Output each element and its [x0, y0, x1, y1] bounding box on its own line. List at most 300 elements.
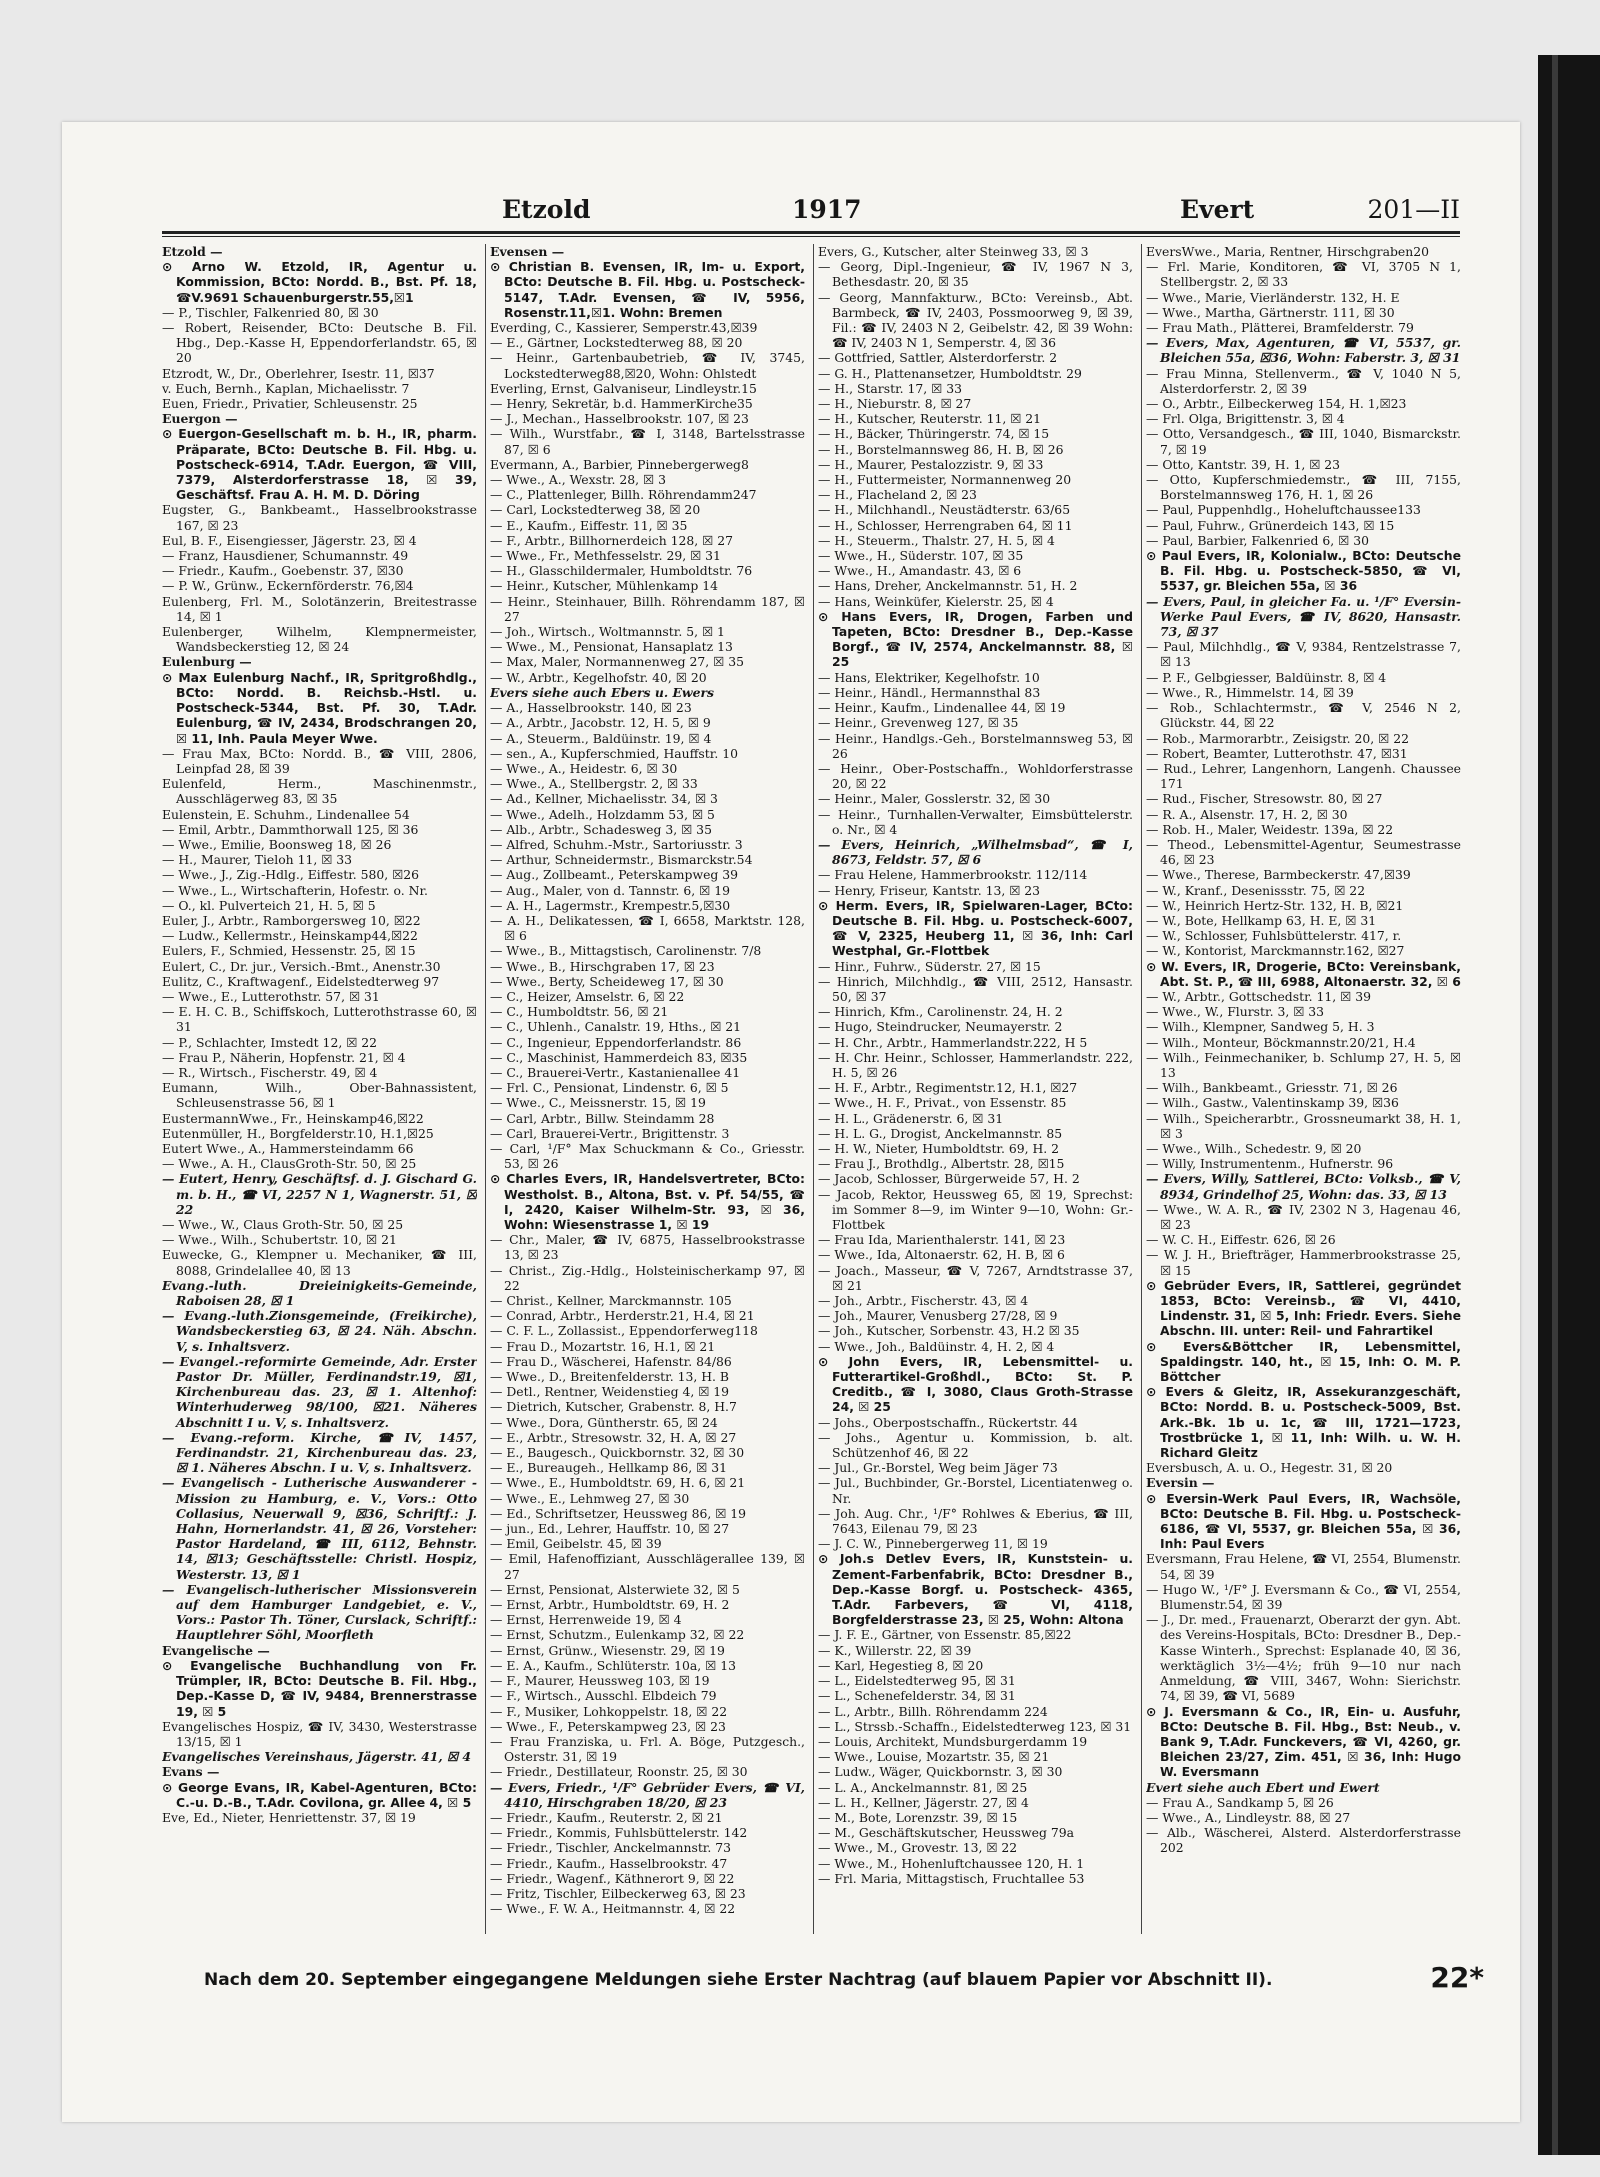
directory-entry: — Wwe., C., Meissnerstr. 15, ☒ 19 [490, 1095, 706, 1111]
directory-entry: — L., Schenefelderstr. 34, ☒ 31 [818, 1688, 1016, 1704]
directory-entry: — H., Kutscher, Reuterstr. 11, ☒ 21 [818, 411, 1042, 427]
directory-entry: — Frau Max, BCto: Nordd. B., ☎ VIII, 2806, Leinpfad 28, ☒ 39 [162, 745, 477, 776]
directory-entry: — Heinr., Händl., Hermannsthal 83 [818, 684, 1041, 700]
directory-entry: ⊙ Joh.s Detlev Evers, IR, Kunststein- u. Zement-Farbenfabrik, BCto: Dresdner B., Dep.-Kasse Borgf. u. Postscheck- 4365, T.Adr. Farbevers, ☎ VI, 4118, Borgfelderstrasse 23, ☒ 25, Wohn: Altona [818, 1551, 1133, 1628]
directory-entry: — H., Glasschildermaler, Humboldtstr. 76 [490, 563, 753, 579]
directory-entry: — Wwe., A. H., ClausGroth-Str. 50, ☒ 25 [162, 1156, 417, 1172]
directory-entry: — A., Arbtr., Jacobstr. 12, H. 5, ☒ 9 [490, 715, 711, 731]
directory-entry: — Frau D., Mozartstr. 16, H.1, ☒ 21 [490, 1338, 716, 1354]
directory-entry: — Frau Ida, Marienthalerstr. 141, ☒ 23 [818, 1232, 1066, 1248]
directory-entry: — W. C. H., Eiffestr. 626, ☒ 26 [1146, 1232, 1336, 1248]
directory-entry: — Rob., Schlachtermstr., ☎ V, 2546 N 2, Glückstr. 44, ☒ 22 [1146, 700, 1461, 731]
directory-entry: — Aug., Zollbeamt., Peterskampweg 39 [490, 867, 739, 883]
directory-entry: Eulers, F., Schmied, Hessenstr. 25, ☒ 15 [162, 943, 416, 959]
directory-entry: — Wwe., H., Süderstr. 107, ☒ 35 [818, 548, 1024, 564]
directory-entry: — C., Ingenieur, Eppendorferlandstr. 86 [490, 1034, 742, 1050]
section-heading: Eulenburg — [162, 654, 252, 670]
directory-entry: — Wwe., H. F., Privat., von Essenstr. 85 [818, 1095, 1067, 1111]
directory-entry: — C., Plattenleger, Billh. Röhrendamm247 [490, 487, 757, 503]
directory-entry: — E., Bureaugeh., Hellkamp 86, ☒ 31 [490, 1460, 727, 1476]
directory-entry: — Heinr., Turnhallen-Verwalter, Eimsbüttelerstr. o. Nr., ☒ 4 [818, 806, 1133, 837]
directory-entry: — P. W., Grünw., Eckernförderstr. 76,☒4 [162, 578, 414, 594]
directory-entry: Evangelisches Vereinshaus, Jägerstr. 41, ☒ 4 [162, 1749, 472, 1765]
directory-entry: — Johs., Oberpostschaffn., Rückertstr. 44 [818, 1414, 1078, 1430]
directory-entry: — A., Steuerm., Baldüinstr. 19, ☒ 4 [490, 730, 712, 746]
directory-entry: — Carl, Arbtr., Billw. Steindamm 28 [490, 1110, 715, 1126]
directory-entry: ⊙ Eversin-Werk Paul Evers, IR, Wachsöle, BCto: Deutsche B. Fil. Hbg. u. Postscheck-6186, ☎ VI, 5537, gr. Bleichen 55a, ☒ 36, Inh: Paul Evers [1146, 1490, 1461, 1552]
directory-entry: — E. A., Kaufm., Schlüterstr. 10a, ☒ 13 [490, 1657, 736, 1673]
directory-entry: — Heinr., Handlgs.-Geh., Borstelmannsweg 53, ☒ 26 [818, 730, 1133, 761]
column-divider [813, 244, 814, 1934]
directory-entry: ⊙ Gebrüder Evers, IR, Sattlerei, gegründet 1853, BCto: Vereinsb., ☎ VI, 4410, Lindenstr. 31, ☒ 5, Inh: Friedr. Evers. Siehe Abschn. III. unter: Reil- und Fahrartikel [1146, 1277, 1461, 1339]
directory-entry: — H. L. G., Drogist, Anckelmannstr. 85 [818, 1125, 1063, 1141]
directory-entry: — J. C. W., Pinnebergerweg 11, ☒ 19 [818, 1536, 1048, 1552]
directory-entry: — Wilh., Feinmechaniker, b. Schlump 27, H. 5, ☒ 13 [1146, 1049, 1461, 1080]
directory-entry: — Alfred, Schuhm.-Mstr., Sartoriusstr. 3 [490, 836, 743, 852]
directory-entry: — Rud., Fischer, Stresowstr. 80, ☒ 27 [1146, 791, 1383, 807]
directory-entry: — Wwe., M., Hohenluftchaussee 120, H. 1 [818, 1855, 1085, 1871]
directory-entry: — Hans, Dreher, Anckelmannstr. 51, H. 2 [818, 578, 1078, 594]
directory-entry: — Otto, Kupferschmiedemstr., ☎ III, 7155, Borstelmannsweg 176, H. 1, ☒ 26 [1146, 472, 1461, 503]
directory-entry: Eulenfeld, Herm., Maschinenmstr., Ausschlägerweg 83, ☒ 35 [162, 776, 477, 807]
directory-entry: — H., Futtermeister, Normannenweg 20 [818, 472, 1072, 488]
directory-entry: — H., Nieburstr. 8, ☒ 27 [818, 396, 972, 412]
directory-entry: Euwecke, G., Klempner u. Mechaniker, ☎ III, 8088, Grindelallee 40, ☒ 13 [162, 1247, 477, 1278]
directory-entry: Eutert Wwe., A., Hammersteindamm 66 [162, 1140, 414, 1156]
directory-entry: — L. A., Anckelmannstr. 81, ☒ 25 [818, 1779, 1028, 1795]
directory-entry: — Wwe., Dora, Güntherstr. 65, ☒ 24 [490, 1414, 718, 1430]
directory-entry: — Wwe., F., Peterskampweg 23, ☒ 23 [490, 1718, 726, 1734]
directory-entry: — jun., Ed., Lehrer, Hauffstr. 10, ☒ 27 [490, 1521, 730, 1537]
directory-entry: ⊙ John Evers, IR, Lebensmittel- u. Futterartikel-Großhdl., BCto: St. P. Creditb., ☎ I, 3080, Claus Groth-Strasse 24, ☒ 25 [818, 1353, 1133, 1415]
directory-entry: — Wwe., Martha, Gärtnerstr. 111, ☒ 30 [1146, 304, 1395, 320]
directory-entry: — H., Borstelmannsweg 86, H. B, ☒ 26 [818, 441, 1064, 457]
directory-entry: — H., Bäcker, Thüringerstr. 74, ☒ 15 [818, 426, 1050, 442]
directory-entry: — H. Chr. Heinr., Schlosser, Hammerlandstr. 222, H. 5, ☒ 26 [818, 1049, 1133, 1080]
directory-entry: — Frau Math., Plätterei, Bramfelderstr. 79 [1146, 320, 1414, 336]
directory-entry: — Paul, Puppenhdlg., Hoheluftchaussee133 [1146, 502, 1421, 518]
directory-entry: — W., Bote, Hellkamp 63, H. E, ☒ 31 [1146, 912, 1377, 928]
directory-entry: — Evers, Max, Agenturen, ☎ VI, 5537, gr. Bleichen 55a, ☒36, Wohn: Faberstr. 3, ☒ 31 [1146, 335, 1461, 366]
directory-entry: — Wwe., E., Lutterothstr. 57, ☒ 31 [162, 988, 380, 1004]
directory-entry: — L., Strssb.-Schaffn., Eidelstedterweg 123, ☒ 31 [818, 1718, 1132, 1734]
directory-entry: — Karl, Hegestieg 8, ☒ 20 [818, 1657, 984, 1673]
directory-entry: — Otto, Kantstr. 39, H. 1, ☒ 23 [1146, 456, 1341, 472]
directory-entry: Evangelisches Hospiz, ☎ IV, 3430, Westerstrasse 13/15, ☒ 1 [162, 1718, 477, 1749]
directory-entry: — F., Wirtsch., Ausschl. Elbdeich 79 [490, 1688, 717, 1704]
directory-entry: — J., Mechan., Hasselbrookstr. 107, ☒ 23 [490, 411, 749, 427]
directory-entry: EversWwe., Maria, Rentner, Hirschgraben20 [1146, 244, 1429, 259]
directory-entry: — Wwe., F. W. A., Heitmannstr. 4, ☒ 22 [490, 1901, 736, 1917]
directory-entry: ⊙ George Evans, IR, Kabel-Agenturen, BCto: C.-u. D.-B., T.Adr. Covilona, gr. Allee 4, ☒ 5 [162, 1779, 477, 1810]
directory-entry: — W., Schlosser, Fuhlsbüttelerstr. 417, r. [1146, 928, 1402, 944]
directory-entry: — C., Uhlenh., Canalstr. 19, Hths., ☒ 21 [490, 1019, 742, 1035]
directory-entry: — H., Maurer, Tieloh 11, ☒ 33 [162, 852, 353, 868]
directory-entry: — F., Arbtr., Billhornerdeich 128, ☒ 27 [490, 532, 733, 548]
directory-entry: — Hugo, Steindrucker, Neumayerstr. 2 [818, 1019, 1063, 1035]
directory-entry: — Theod., Lebensmittel-Agentur, Seumestrasse 46, ☒ 23 [1146, 836, 1461, 868]
directory-entry: — A. H., Lagermstr., Krempestr.5,☒30 [490, 897, 731, 913]
directory-entry: — E., Kaufm., Eiffestr. 11, ☒ 35 [490, 517, 688, 533]
directory-entry: — R. A., Alsenstr. 17, H. 2, ☒ 30 [1146, 806, 1348, 822]
directory-entry: — Louis, Architekt, Mundsburgerdamm 19 [818, 1733, 1088, 1749]
directory-entry: Eve, Ed., Nieter, Henriettenstr. 37, ☒ 19 [162, 1809, 416, 1825]
directory-entry: Eversbusch, A. u. O., Hegestr. 31, ☒ 20 [1146, 1460, 1393, 1476]
directory-entry: — Friedr., Wagenf., Käthnerort 9, ☒ 22 [490, 1870, 735, 1886]
directory-entry: — H., Starstr. 17, ☒ 33 [818, 380, 962, 396]
header-last-entry: Evert [1180, 195, 1255, 224]
directory-entry: — J., Dr. med., Frauenarzt, Oberarzt der gyn. Abt. des Vereins-Hospitals, BCto: Dresdner B., Dep.-Kasse Winterh., Sprechst: Esplanade 40, ☒ 36, werktäglich 3½—4½; früh 9—10 nur nach Anmeldung, ☎ VIII, 3467, Wohn: Sierichstr. 74, ☒ 39, ☎ VI, 5689 [1146, 1612, 1461, 1704]
directory-entry: — Wwe., A., Lindleystr. 88, ☒ 27 [1146, 1809, 1351, 1825]
directory-entry: — L., Arbtr., Billh. Röhrendamm 224 [818, 1703, 1048, 1719]
directory-entry: — Wilh., Klempner, Sandweg 5, H. 3 [1146, 1019, 1375, 1035]
directory-entry: Eversmann, Frau Helene, ☎ VI, 2554, Blumenstr. 54, ☒ 39 [1146, 1551, 1461, 1582]
column-1 [162, 244, 477, 1934]
directory-entry: — Gottfried, Sattler, Alsterdorferstr. 2 [818, 350, 1058, 366]
column-divider [1141, 244, 1142, 1934]
directory-entry: — Wwe., J., Zig.-Hdlg., Eiffestr. 580, ☒26 [162, 867, 420, 883]
directory-entry: — Georg, Dipl.-Ingenieur, ☎ IV, 1967 N 3, Bethesdastr. 20, ☒ 35 [818, 259, 1133, 290]
directory-entry: — P., Schlachter, Imstedt 12, ☒ 22 [162, 1034, 378, 1050]
directory-entry: Eulenberger, Wilhelm, Klempnermeister, Wandsbeckerstieg 12, ☒ 24 [162, 624, 477, 655]
directory-entry: — Wwe., A., Wexstr. 28, ☒ 3 [490, 472, 666, 488]
directory-entry: — P. F., Gelbgiesser, Baldüinstr. 8, ☒ 4 [1146, 669, 1387, 685]
directory-entry: — Detl., Rentner, Weidenstieg 4, ☒ 19 [490, 1384, 730, 1400]
directory-entry: — Evangel.-reformirte Gemeinde, Adr. Erster Pastor Dr. Müller, Ferdinandstr.19, ☒1, Kirchenbureau das. 23, ☒ 1. Altenhof: Winterhuderweg 98/100, ☒21. Näheres Abschnitt I u. V, s. Inhaltsverz. [162, 1353, 477, 1430]
directory-entry: Eulert, C., Dr. jur., Versich.-Bmt., Anenstr.30 [162, 958, 441, 974]
directory-entry: — Heinr., Gartenbaubetrieb, ☎ IV, 3745, Lockstedterweg88,☒20, Wohn: Ohlstedt [490, 350, 805, 381]
directory-entry: — W., Arbtr., Kegelhofstr. 40, ☒ 20 [490, 669, 707, 685]
directory-entry: — Ernst, Grünw., Wiesenstr. 29, ☒ 19 [490, 1642, 725, 1658]
directory-entry: ⊙ Arno W. Etzold, IR, Agentur u. Kommission, BCto: Nordd. B., Bst. Pf. 18, ☎V.9691 Schauenburgerstr.55,☒1 [162, 259, 477, 305]
directory-entry: — C., Heizer, Amselstr. 6, ☒ 22 [490, 988, 685, 1004]
directory-entry: — M., Geschäftskutscher, Heussweg 79a [818, 1825, 1074, 1841]
directory-entry: — Wwe., Berty, Scheideweg 17, ☒ 30 [490, 973, 724, 989]
directory-entry: — H., Milchhandl., Neustädterstr. 63/65 [818, 502, 1071, 518]
directory-entry: Eulitz, C., Kraftwagenf., Eidelstedterweg 97 [162, 973, 440, 989]
directory-entry: — J. F. E., Gärtner, von Essenstr. 85,☒22 [818, 1627, 1072, 1643]
directory-entry: — Ernst, Pensionat, Alsterwiete 32, ☒ 5 [490, 1581, 740, 1597]
directory-entry: — Frl. Marie, Konditoren, ☎ VI, 3705 N 1, Stellbergstr. 2, ☒ 33 [1146, 259, 1461, 290]
directory-entry: — E., Arbtr., Stresowstr. 32, H. A, ☒ 27 [490, 1429, 737, 1445]
directory-entry: — Ludw., Kellermstr., Heinskamp44,☒22 [162, 928, 418, 944]
directory-entry: ⊙ Christian B. Evensen, IR, Im- u. Export, BCto: Deutsche B. Fil. Hbg. u. Postscheck- 5147, T.Adr. Evensen, ☎ IV, 5956, Rosenstr.11,☒1. Wohn: Bremen [490, 259, 805, 320]
directory-entry: — Alb., Arbtr., Schadesweg 3, ☒ 35 [490, 821, 712, 837]
directory-entry: — Wwe., Wilh., Schubertstr. 10, ☒ 21 [162, 1232, 397, 1248]
column-divider [485, 244, 486, 1934]
directory-entry: — Ludw., Wäger, Quickbornstr. 3, ☒ 30 [818, 1764, 1063, 1780]
directory-entry: — H., Steuerm., Thalstr. 27, H. 5, ☒ 4 [818, 532, 1055, 548]
directory-entry: — Max, Maler, Normannenweg 27, ☒ 35 [490, 654, 744, 670]
directory-entry: — Jacob, Rektor, Heussweg 65, ☒ 19, Sprechst: im Sommer 8—9, im Winter 9—10, Wohn: Gr.-Flottbek [818, 1186, 1133, 1232]
directory-entry: — Joach., Masseur, ☎ V, 7267, Arndtstrasse 37, ☒ 21 [818, 1262, 1133, 1293]
directory-entry: — Robert, Beamter, Lutterothstr. 47, ☒31 [1146, 745, 1408, 761]
section-heading: Euergon — [162, 411, 238, 427]
directory-entry: — Dietrich, Kutscher, Grabenstr. 8, H.7 [490, 1399, 737, 1415]
directory-entry: Everling, Ernst, Galvaniseur, Lindleystr.15 [490, 380, 757, 396]
header-first-entry: Etzold [502, 195, 591, 224]
directory-entry: — H. F., Arbtr., Regimentstr.12, H.1, ☒27 [818, 1080, 1078, 1096]
directory-entry: — Heinr., Steinhauer, Billh. Röhrendamm 187, ☒ 27 [490, 593, 805, 624]
directory-entry: — Jul., Gr.-Borstel, Weg beim Jäger 73 [818, 1460, 1058, 1476]
directory-entry: — L. H., Kellner, Jägerstr. 27, ☒ 4 [818, 1794, 1029, 1810]
directory-entry: — F., Maurer, Heussweg 103, ☒ 19 [490, 1673, 710, 1689]
footer-page-mark: 22* [1430, 1961, 1484, 1994]
directory-entry: — W., Heinrich Hertz-Str. 132, H. B, ☒21 [1146, 897, 1404, 913]
directory-entry: — Wwe., Therese, Barmbeckerstr. 47,☒39 [1146, 867, 1411, 883]
directory-entry: — H., Schlosser, Herrengraben 64, ☒ 11 [818, 517, 1073, 533]
column-4 [1146, 244, 1461, 1934]
directory-entry: — Wwe., Fr., Methfesselstr. 29, ☒ 31 [490, 548, 721, 564]
directory-entry: ⊙ J. Eversmann & Co., IR, Ein- u. Ausfuhr, BCto: Deutsche B. Fil. Hbg., Bst: Neub., v. Bank 9, T.Adr. Funckevers, ☎ VI, 4260, gr. Bleichen 23/27, Zim. 451, ☒ 36, Inh: Hugo W. Eversmann [1146, 1703, 1461, 1780]
directory-entry: ⊙ Hans Evers, IR, Drogen, Farben und Tapeten, BCto: Dresdner B., Dep.-Kasse Borgf., ☎ IV, 2574, Anckelmannstr. 88, ☒ 25 [818, 608, 1133, 670]
directory-entry: — Friedr., Kommis, Fuhlsbüttelerstr. 142 [490, 1825, 748, 1841]
directory-entry: — Frau Helene, Hammerbrookstr. 112/114 [818, 867, 1088, 883]
directory-entry: — L., Eidelstedterweg 95, ☒ 31 [818, 1673, 1016, 1689]
directory-entry: — Wwe., A., Stellbergstr. 2, ☒ 33 [490, 776, 698, 792]
directory-entry: — Jacob, Schlosser, Bürgerweide 57, H. 2 [818, 1171, 1080, 1187]
directory-entry: — Joh., Wirtsch., Woltmannstr. 5, ☒ 1 [490, 624, 725, 640]
directory-entry: — Joh. Aug. Chr., ¹/F° Rohlwes & Eberius, ☎ III, 7643, Eilenau 79, ☒ 23 [818, 1505, 1133, 1537]
directory-entry: — H., Flacheland 2, ☒ 23 [818, 487, 977, 503]
directory-entry: — Heinr., Grevenweg 127, ☒ 35 [818, 715, 1019, 731]
directory-entry: — A. H., Delikatessen, ☎ I, 6658, Marktstr. 128, ☒ 6 [490, 912, 805, 944]
directory-entry: ⊙ Max Eulenburg Nachf., IR, Spritgroßhdlg., BCto: Nordd. B. Reichsb.-Hstl. u. Postscheck-5344, Bst. Pf. 30, T.Adr. Eulenburg, ☎ IV, 2434, Brodschrangen 20, ☒ 11, Inh. Paula Meyer Wwe. [162, 669, 477, 746]
directory-entry: — Emil, Geibelstr. 45, ☒ 39 [490, 1536, 662, 1552]
directory-entry: — Wwe., W., Flurstr. 3, ☒ 33 [1146, 1004, 1325, 1020]
directory-entry: — C., Maschinist, Hammerdeich 83, ☒35 [490, 1049, 748, 1065]
directory-entry: ⊙ Evers & Gleitz, IR, Assekuranzgeschäft, BCto: Nordd. B. u. Postscheck-5009, Bst. Ark.-Bk. 1b u. 1c, ☎ III, 1721—1723, Trostbrücke 1, ☒ 11, Inh: Wilh. u. W. H. Richard Gleitz [1146, 1384, 1461, 1461]
directory-entry: — Joh., Kutscher, Sorbenstr. 43, H.2 ☒ 35 [818, 1323, 1080, 1339]
directory-entry: — Wwe., Marie, Vierländerstr. 132, H. E [1146, 289, 1400, 305]
book-binding-edge [1538, 55, 1600, 2155]
directory-entry: — Wwe., Emilie, Boonsweg 18, ☒ 26 [162, 836, 392, 852]
directory-entry: — M., Bote, Lorenzstr. 39, ☒ 15 [818, 1809, 1018, 1825]
directory-entry: — Ad., Kellner, Michaelisstr. 34, ☒ 3 [490, 791, 718, 807]
directory-entry: Everding, C., Kassierer, Semperstr.43,☒39 [490, 320, 758, 336]
directory-entry: — Friedr., Kaufm., Reuterstr. 2, ☒ 21 [490, 1809, 723, 1825]
directory-entry: — H. W., Nieter, Humboldtstr. 69, H. 2 [818, 1140, 1060, 1156]
directory-entry: v. Euch, Bernh., Kaplan, Michaelisstr. 7 [162, 380, 410, 396]
directory-entry: — C., Humboldtstr. 56, ☒ 21 [490, 1004, 669, 1020]
directory-entry: — Evers, Friedr., ¹/F° Gebrüder Evers, ☎ VI, 4410, Hirschgraben 18/20, ☒ 23 [490, 1779, 805, 1810]
directory-entry: Euler, J., Arbtr., Ramborgersweg 10, ☒22 [162, 912, 421, 928]
directory-entry: — H., Maurer, Pestalozzistr. 9, ☒ 33 [818, 456, 1044, 472]
directory-entry: — E. H. C. B., Schiffskoch, Lutterothstrasse 60, ☒ 31 [162, 1004, 477, 1035]
directory-entry: — Friedr., Destillateur, Roonstr. 25, ☒ 30 [490, 1764, 748, 1780]
directory-entry: — sen., A., Kupferschmied, Hauffstr. 10 [490, 745, 738, 761]
directory-entry: — Wilh., Speicherarbtr., Grossneumarkt 38, H. 1, ☒ 3 [1146, 1110, 1461, 1141]
directory-entry: — Hans, Weinküfer, Kielerstr. 25, ☒ 4 [818, 593, 1054, 609]
directory-entry: — Wwe., Wilh., Schedestr. 9, ☒ 20 [1146, 1140, 1362, 1156]
section-heading: Eversin — [1146, 1475, 1215, 1491]
directory-entry: Eul, B. F., Eisengiesser, Jägerstr. 23, ☒ 4 [162, 532, 417, 548]
directory-entry: — Heinr., Maler, Gosslerstr. 32, ☒ 30 [818, 791, 1051, 807]
directory-entry: ⊙ Euergon-Gesellschaft m. b. H., IR, pharm. Präparate, BCto: Deutsche B. Fil. Hbg. u. Postscheck-6914, T.Adr. Euergon, ☎ VIII, 7379, Alsterdorferstrasse 18, ☒ 39, Geschäftsf. Frau A. H. M. D. Döring [162, 426, 477, 503]
directory-entry: — Arthur, Schneidermstr., Bismarckstr.54 [490, 852, 753, 868]
directory-entry: — W., Kontorist, Marckmannstr.162, ☒27 [1146, 943, 1405, 959]
directory-entry: — Heinr., Ober-Postschaffn., Wohldorferstrasse 20, ☒ 22 [818, 760, 1133, 792]
directory-columns [162, 244, 1460, 1934]
directory-entry: ⊙ Paul Evers, IR, Kolonialw., BCto: Deutsche B. Fil. Hbg. u. Postscheck-5850, ☎ VI, 5537, gr. Bleichen 55a, ☒ 36 [1146, 548, 1461, 594]
directory-entry: Evermann, A., Barbier, Pinnebergerweg8 [490, 456, 749, 472]
directory-entry: — Paul, Milchhdlg., ☎ V, 9384, Rentzelstrasse 7, ☒ 13 [1146, 639, 1461, 670]
directory-entry: — Rob. H., Maler, Weidestr. 139a, ☒ 22 [1146, 821, 1394, 837]
directory-entry: — A., Hasselbrookstr. 140, ☒ 23 [490, 700, 692, 716]
directory-entry: — Ernst, Schutzm., Eulenkamp 32, ☒ 22 [490, 1627, 745, 1643]
directory-entry: — Joh., Arbtr., Fischerstr. 43, ☒ 4 [818, 1293, 1029, 1309]
directory-entry: — Heinr., Kutscher, Mühlenkamp 14 [490, 578, 718, 594]
directory-entry: — Robert, Reisender, BCto: Deutsche B. Fil. Hbg., Dep.-Kasse H, Eppendorferlandstr. 65, ☒ 20 [162, 320, 477, 366]
directory-entry: — K., Willerstr. 22, ☒ 39 [818, 1642, 972, 1658]
directory-entry: — Wwe., E., Humboldtstr. 69, H. 6, ☒ 21 [490, 1475, 746, 1491]
directory-entry: — Frau P., Näherin, Hopfenstr. 21, ☒ 4 [162, 1049, 406, 1065]
directory-entry: — Ed., Schriftsetzer, Heussweg 86, ☒ 19 [490, 1505, 747, 1521]
directory-entry: Evers, G., Kutscher, alter Steinweg 33, ☒ 3 [818, 244, 1089, 259]
column-2 [490, 244, 805, 1934]
directory-entry: — Frl. C., Pensionat, Lindenstr. 6, ☒ 5 [490, 1080, 729, 1096]
directory-entry: Euen, Friedr., Privatier, Schleusenstr. 25 [162, 396, 418, 412]
directory-entry: — Wilh., Monteur, Böckmannstr.20/21, H.4 [1146, 1034, 1416, 1050]
directory-entry: — Carl, ¹/F° Max Schuckmann & Co., Griesstr. 53, ☒ 26 [490, 1140, 805, 1172]
directory-entry: — H. L., Grädenerstr. 6, ☒ 31 [818, 1110, 1004, 1126]
directory-entry: — Wwe., D., Breitenfelderstr. 13, H. B [490, 1369, 730, 1385]
directory-entry: — Wwe., M., Grovestr. 13, ☒ 22 [818, 1840, 1018, 1856]
directory-entry: — Wwe., W., Claus Groth-Str. 50, ☒ 25 [162, 1217, 404, 1232]
directory-entry: — Hinr., Fuhrw., Süderstr. 27, ☒ 15 [818, 958, 1041, 974]
directory-entry: — Frau Franziska, u. Frl. A. Böge, Putzgesch., Osterstr. 31, ☒ 19 [490, 1733, 805, 1765]
directory-entry: — Evers, Willy, Sattlerei, BCto: Volksb., ☎ V, 8934, Grindelhof 25, Wohn: das. 33, ☒ 13 [1146, 1171, 1461, 1202]
directory-entry: — Alb., Wäscherei, Alsterd. Alsterdorferstrasse 202 [1146, 1825, 1461, 1856]
directory-entry: — Paul, Barbier, Falkenried 6, ☒ 30 [1146, 532, 1369, 548]
directory-entry: — Frau D., Wäscherei, Hafenstr. 84/86 [490, 1353, 732, 1369]
directory-entry: EustermannWwe., Fr., Heinskamp46,☒22 [162, 1110, 424, 1126]
directory-entry: — Wwe., H., Amandastr. 43, ☒ 6 [818, 563, 1022, 579]
directory-entry: — C., Brauerei-Vertr., Kastanienallee 41 [490, 1064, 741, 1080]
directory-entry: — Rud., Lehrer, Langenhorn, Langenh. Chaussee 171 [1146, 760, 1461, 792]
directory-entry: — Frl. Maria, Mittagstisch, Fruchtallee 53 [818, 1870, 1085, 1886]
directory-entry: — Christ., Zig.-Hdlg., Holsteinischerkamp 97, ☒ 22 [490, 1262, 805, 1293]
directory-entry: — O., Arbtr., Eilbeckerweg 154, H. 1,☒23 [1146, 396, 1407, 412]
footer-note: Nach dem 20. September eingegangene Meldungen siehe Erster Nachtrag (auf blauem Papier vor Abschnitt II). [204, 1970, 1273, 1990]
directory-entry: — Joh., Maurer, Venusberg 27/28, ☒ 9 [818, 1308, 1058, 1324]
directory-entry: Evang.-luth. Dreieinigkeits-Gemeinde, Raboisen 28, ☒ 1 [162, 1277, 477, 1309]
directory-entry: — Aug., Maler, von d. Tannstr. 6, ☒ 19 [490, 882, 730, 898]
directory-entry: — Wwe., W. A. R., ☎ IV, 2302 N 3, Hagenau 46, ☒ 23 [1146, 1201, 1461, 1232]
directory-entry: — Evangelisch - Lutherische Auswanderer - Mission zu Hamburg, e. V., Vors.: Otto Collasius, Neuerwall 9, ☒36, Schriftf.: J. Hahn, Hornerlandstr. 41, ☒ 26, Vorsteher: Pastor Hardeland, ☎ III, 6112, Behnstr. 14, ☒13; Geschäftsstelle: Christl. Hospiz, Westerstr. 13, ☒ 1 [162, 1475, 477, 1582]
header-year: 1917 [792, 195, 862, 224]
directory-entry: — P., Tischler, Falkenried 80, ☒ 30 [162, 304, 379, 320]
directory-entry: — Wwe., B., Mittagstisch, Carolinenstr. 7/8 [490, 943, 762, 959]
directory-entry: — Henry, Friseur, Kantstr. 13, ☒ 23 [818, 882, 1041, 898]
directory-entry: — Hinrich, Milchhdlg., ☎ VIII, 2512, Hansastr. 50, ☒ 37 [818, 973, 1133, 1004]
directory-entry: — Hugo W., ¹/F° J. Eversmann & Co., ☎ VI, 2554, Blumenstr.54, ☒ 39 [1146, 1581, 1461, 1613]
directory-entry: — Carl, Brauerei-Vertr., Brigittenstr. 3 [490, 1125, 730, 1141]
directory-entry: ⊙ Evers&Böttcher IR, Lebensmittel, Spaldingstr. 140, ht., ☒ 15, Inh: O. M. P. Böttcher [1146, 1338, 1461, 1385]
directory-entry: — Wwe., E., Lehmweg 27, ☒ 30 [490, 1490, 690, 1506]
section-heading: Evangelische — [162, 1642, 270, 1658]
directory-page [62, 122, 1520, 2122]
directory-entry: — W., Arbtr., Gottschedstr. 11, ☒ 39 [1146, 988, 1371, 1004]
directory-entry: — Hinrich, Kfm., Carolinenstr. 24, H. 2 [818, 1004, 1063, 1020]
page-header [162, 188, 1460, 228]
directory-entry: Eulenstein, E. Schuhm., Lindenallee 54 [162, 806, 410, 822]
directory-entry: — Friedr., Kaufm., Hasselbrookstr. 47 [490, 1855, 728, 1871]
directory-entry: — C. F. L., Zollassist., Eppendorferweg118 [490, 1323, 758, 1339]
directory-entry: Eulenberg, Frl. M., Solotänzerin, Breitestrasse 14, ☒ 1 [162, 593, 477, 624]
directory-entry: — Wwe., Joh., Baldüinstr. 4, H. 2, ☒ 4 [818, 1338, 1055, 1354]
directory-entry: Evers siehe auch Ebers u. Ewers [490, 684, 714, 700]
directory-entry: — Franz, Hausdiener, Schumannstr. 49 [162, 548, 409, 564]
page-footer [204, 1954, 1484, 1994]
directory-entry: — Evang.-reform. Kirche, ☎IV, 1457, Ferdinandstr. 21, Kirchenbureau das. 23, ☒ 1. Näheres Abschn. I u. V, s. Inhaltsverz. [162, 1429, 477, 1476]
directory-entry: — Wwe., M., Pensionat, Hansaplatz 13 [490, 639, 733, 655]
directory-entry: — Wwe., Adelh., Holzdamm 53, ☒ 5 [490, 806, 715, 822]
section-heading: Evans — [162, 1764, 220, 1780]
directory-entry: Etzrodt, W., Dr., Oberlehrer, Isestr. 11, ☒37 [162, 365, 435, 381]
directory-entry: — Wwe., R., Himmelstr. 14, ☒ 39 [1146, 684, 1354, 700]
directory-entry: — Frau Minna, Stellenverm., ☎ V, 1040 N 5, Alsterdorferstr. 2, ☒ 39 [1146, 365, 1461, 396]
directory-entry: — Christ., Kellner, Marckmannstr. 105 [490, 1293, 732, 1309]
directory-entry: — Ernst, Herrenweide 19, ☒ 4 [490, 1612, 682, 1628]
directory-entry: Evert siehe auch Ebert und Ewert [1146, 1779, 1380, 1795]
directory-entry: — Ernst, Arbtr., Humboldtstr. 69, H. 2 [490, 1597, 730, 1613]
directory-entry: — Emil, Arbtr., Dammthorwall 125, ☒ 36 [162, 821, 419, 837]
directory-entry: ⊙ W. Evers, IR, Drogerie, BCto: Vereinsbank, Abt. St. P., ☎ III, 6988, Altonaerstr. 32, ☒ 6 [1146, 958, 1461, 989]
directory-entry: — Friedr., Tischler, Anckelmannstr. 73 [490, 1840, 732, 1856]
directory-entry: — Wwe., A., Heidestr. 6, ☒ 30 [490, 760, 678, 776]
directory-entry: — Wilh., Gastw., Valentinskamp 39, ☒36 [1146, 1095, 1399, 1111]
directory-entry: — Conrad, Arbtr., Herderstr.21, H.4, ☒ 21 [490, 1308, 755, 1324]
directory-entry: — Emil, Hafenoffiziant, Ausschlägerallee 139, ☒ 27 [490, 1551, 805, 1582]
directory-entry: — Wwe., Louise, Mozartstr. 35, ☒ 21 [818, 1749, 1050, 1765]
directory-entry: — Paul, Fuhrw., Grünerdeich 143, ☒ 15 [1146, 517, 1395, 533]
directory-entry: — Carl, Lockstedterweg 38, ☒ 20 [490, 502, 701, 518]
directory-entry: — Evers, Heinrich, „Wilhelmsbad“, ☎ I, 8673, Feldstr. 57, ☒ 6 [818, 836, 1133, 868]
directory-entry: Eugster, G., Bankbeamt., Hasselbrookstrasse 167, ☒ 23 [162, 502, 477, 533]
directory-entry: Eumann, Wilh., Ober-Bahnassistent, Schleusenstrasse 56, ☒ 1 [162, 1080, 477, 1111]
directory-entry: — G. H., Plattenansetzer, Humboldtstr. 29 [818, 365, 1082, 381]
directory-entry: — Frau J., Brothdlg., Albertstr. 28, ☒15 [818, 1156, 1065, 1172]
directory-entry: — F., Musiker, Lohkoppelstr. 18, ☒ 22 [490, 1703, 728, 1719]
section-heading: Etzold — [162, 244, 223, 259]
header-rule [162, 231, 1460, 237]
directory-entry: — H. Chr., Arbtr., Hammerlandstr.222, H 5 [818, 1034, 1088, 1050]
directory-entry: — Evang.-luth.Zionsgemeinde, (Freikirche), Wandsbeckerstieg 63, ☒ 24. Näh. Abschn. V, s. Inhaltsverz. [162, 1308, 477, 1354]
directory-entry: — W. J. H., Briefträger, Hammerbrookstrasse 25, ☒ 15 [1146, 1247, 1461, 1278]
directory-entry: — Evers, Paul, in gleicher Fa. u. ¹/F° Eversin-Werke Paul Evers, ☎ IV, 8620, Hansastr. 73, ☒ 37 [1146, 593, 1461, 640]
directory-entry: — Frl. Olga, Brigittenstr. 3, ☒ 4 [1146, 411, 1345, 427]
directory-entry: — Jul., Buchbinder, Gr.-Borstel, Licentiatenweg o. Nr. [818, 1475, 1133, 1506]
directory-entry: ⊙ Herm. Evers, IR, Spielwaren-Lager, BCto: Deutsche B. Fil. Hbg. u. Postscheck-6007, ☎ V, 2325, Heuberg 11, ☒ 36, Inh: Carl Westphal, Gr.-Flottbek [818, 897, 1133, 959]
directory-entry: ⊙ Evangelische Buchhandlung von Fr. Trümpler, IR, BCto: Deutsche B. Fil. Hbg., Dep.-Kasse D, ☎ IV, 9484, Brennerstrasse 19, ☒ 5 [162, 1657, 477, 1719]
header-page-number: 201—II [1367, 195, 1460, 224]
directory-entry: — Wwe., B., Hirschgraben 17, ☒ 23 [490, 958, 715, 974]
directory-entry: — W., Kranf., Desenissstr. 75, ☒ 22 [1146, 882, 1366, 898]
directory-entry: — Henry, Sekretär, b.d. HammerKirche35 [490, 396, 753, 412]
directory-entry: — O., kl. Pulverteich 21, H. 5, ☒ 5 [162, 897, 376, 913]
directory-entry: — Heinr., Kaufm., Lindenallee 44, ☒ 19 [818, 700, 1066, 716]
directory-entry: — Wilh., Wurstfabr., ☎ I, 3148, Bartelsstrasse 87, ☒ 6 [490, 426, 805, 457]
directory-entry: — Wilh., Bankbeamt., Griesstr. 71, ☒ 26 [1146, 1080, 1398, 1096]
directory-entry: — Rob., Marmorarbtr., Zeisigstr. 20, ☒ 22 [1146, 730, 1409, 746]
directory-entry: — Johs., Agentur u. Kommission, b. alt. Schützenhof 46, ☒ 22 [818, 1429, 1133, 1461]
directory-entry: — Georg, Mannfakturw., BCto: Vereinsb., Abt. Barmbeck, ☎ IV, 2403, Possmoorweg 9, ☒ 39, Fil.: ☎ IV, 2403 N 2, Geibelstr. 42, ☒ 39 Wohn: ☎ IV, 2403 N 1, Semperstr. 4, ☒ 36 [818, 289, 1133, 351]
directory-entry: — Frau A., Sandkamp 5, ☒ 26 [1146, 1794, 1334, 1810]
directory-entry: — Willy, Instrumentenm., Hufnerstr. 96 [1146, 1156, 1394, 1172]
directory-entry: Eutenmüller, H., Borgfelderstr.10, H.1,☒25 [162, 1125, 434, 1141]
directory-entry: — R., Wirtsch., Fischerstr. 49, ☒ 4 [162, 1064, 378, 1080]
